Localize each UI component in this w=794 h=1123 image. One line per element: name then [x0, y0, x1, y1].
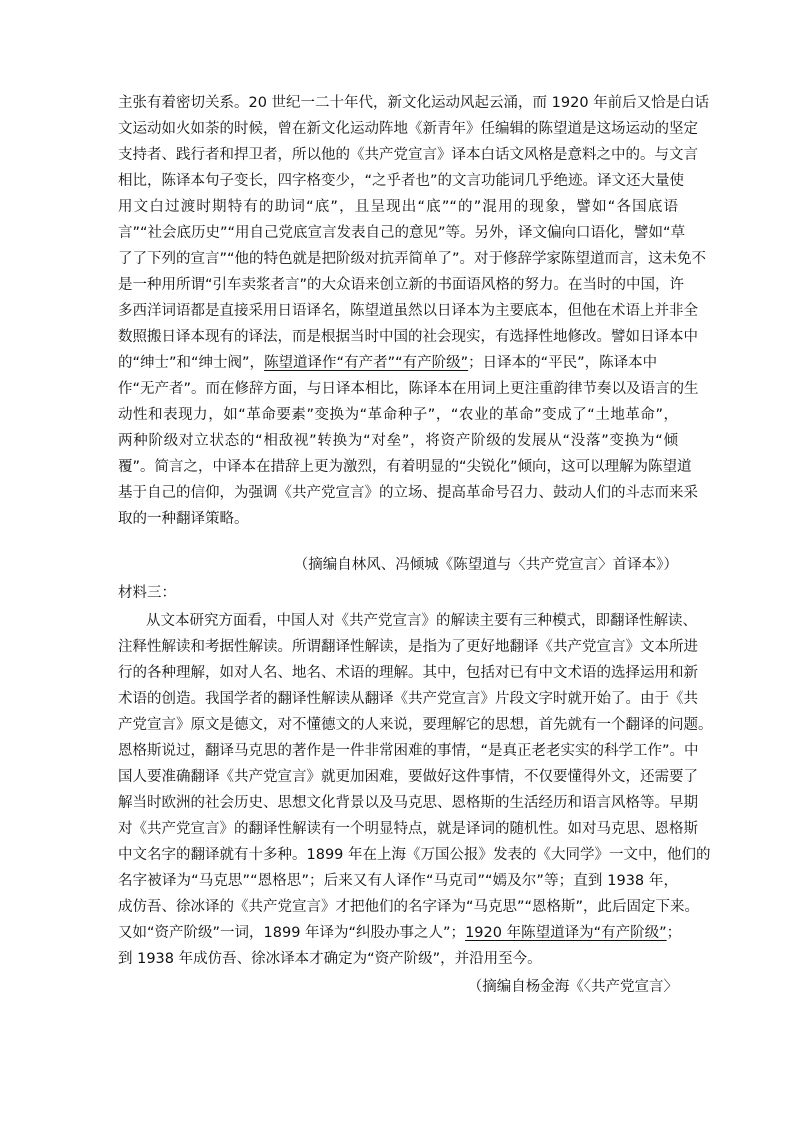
- text-line: 行的各种理解，如对人名、地名、术语的理解。其中，包括对已有中文术语的选择运用和新: [118, 665, 698, 681]
- text-line: 覆”。简言之，中译本在措辞上更为激烈，有着明显的“尖锐化”倾向，这可以理解为陈望道: [118, 459, 692, 475]
- underlined-phrase: 1920 年陈望道译为“有产阶级”: [465, 925, 667, 941]
- text-segment: 的“绅士”和“绅士阀”，: [118, 355, 265, 371]
- text-line: 解当时欧洲的社会历史、思想文化背景以及马克思、恩格斯的生活经历和语言风格等。早期: [118, 795, 698, 811]
- text-line: 数照搬日译本现有的译法，而是根据当时中国的社会现实，有选择性地修改。譬如日译本中: [118, 329, 698, 345]
- text-line: 恩格斯说过，翻译马克思的著作是一件非常困难的事情，“是真正老老实实的科学工作”。中: [118, 743, 699, 759]
- text-line: 多西洋词语都是直接采用日语译名，陈望道虽然以日译本为主要底本，但他在术语上并非全: [118, 303, 698, 319]
- text-segment: 又如“资产阶级”一词，1899 年译为“纠股办事之人”；: [118, 925, 466, 941]
- text-segment: ；: [666, 925, 682, 941]
- text-line: 动性和表现力，如“革命要素”变换为“革命种子”，“农业的革命”变成了“土地革命”，: [118, 407, 678, 423]
- source-citation: （摘编自林风、冯倾城《陈望道与〈共产党宣言〉首译本》）: [293, 557, 678, 573]
- text-line: 支持者、践行者和捍卫者，所以他的《共产党宣言》译本白话文风格是意料之中的。与文言: [118, 147, 698, 163]
- text-line: 成仿吾、徐冰译的《共产党宣言》才把他们的名字译为“马克思”“恩格斯”，此后固定下来。: [118, 899, 700, 915]
- text-line: 主张有着密切关系。20 世纪一二十年代，新文化运动风起云涌，而 1920 年前后又恰是白话: [118, 95, 710, 111]
- text-line: 相比，陈译本句子变长，四字格变少，“之乎者也”的文言功能词几乎绝迹。译文还大量使: [118, 173, 685, 189]
- section-heading: 材料三：: [118, 585, 176, 601]
- text-line-underlined: [118, 354, 678, 372]
- text-line: 中文名字的翻译就有十多种。1899 年在上海《万国公报》发表的《大同学》一文中，他们的: [118, 847, 711, 863]
- text-line: 了了下列的宣言”“他的特色就是把阶级对抗弄简单了”。对于修辞学家陈望道而言，这未免不: [118, 251, 707, 267]
- text-line: 产党宣言》原文是德文，对不懂德文的人来说，要理解它的思想，首先就有一个翻译的问题。: [118, 717, 713, 733]
- text-line: 名字被译为“马克思”“恩格思”；后来又有人译作“马克司”“嫣及尔”等；直到 1938 年，: [118, 873, 678, 889]
- text-line: 作“无产者”。而在修辞方面，与日译本相比，陈译本在用词上更注重韵律节奏以及语言的生: [118, 381, 699, 397]
- text-line: 基于自己的信仰，为强调《共产党宣言》的立场、提高革命号召力、鼓动人们的斗志而来采: [118, 485, 698, 501]
- text-line: 文运动如火如荼的时候，曾在新文化运动阵地《新青年》任编辑的陈望道是这场运动的坚定: [118, 121, 698, 137]
- text-line: 从文本研究方面看，中国人对《共产党宣言》的解读主要有三种模式，即翻译性解读、: [146, 613, 697, 629]
- text-line: 注释性解读和考据性解读。所谓翻译性解读，是指为了更好地翻译《共产党宣言》文本所进: [118, 639, 698, 655]
- text-line: 取的一种翻译策略。: [118, 511, 249, 527]
- source-citation: （摘编自杨金海《〈共产党宣言〉: [467, 979, 678, 995]
- text-line: 言”“社会底历史”“用自己党底宣言发表自己的意见”等。另外，译文偏向口语化，譬如“草: [118, 225, 686, 241]
- text-line: 到 1938 年成仿吾、徐冰译本才确定为“资产阶级”，并沿用至今。: [118, 951, 542, 967]
- text-line: 两种阶级对立状态的“相敌视”转换为“对垒”，将资产阶级的发展从“没落”变换为“倾: [118, 433, 678, 449]
- underlined-phrase: 陈望道译作“有产者”“有产阶级”: [264, 355, 469, 371]
- text-line: 对《共产党宣言》的翻译性解读有一个明显特点，就是译词的随机性。如对马克思、恩格斯: [118, 821, 698, 837]
- text-line: 术语的创造。我国学者的翻译性解读从翻译《共产党宣言》片段文字时就开始了。由于《共: [118, 691, 698, 707]
- text-line: 用文白过渡时期特有的助词“底”，且呈现出“底”“的”混用的现象，譬如“各国底语: [118, 199, 678, 215]
- text-line-underlined: [118, 924, 682, 942]
- text-line: 是一种用所谓“引车卖浆者言”的大众语来创立新的书面语风格的努力。在当时的中国，许: [118, 277, 685, 293]
- text-segment: ；日译本的“平民”，陈译本中: [468, 355, 658, 371]
- text-line: 国人要准确翻译《共产党宣言》就更加困难，要做好这件事情，不仅要懂得外文，还需要了: [118, 769, 698, 785]
